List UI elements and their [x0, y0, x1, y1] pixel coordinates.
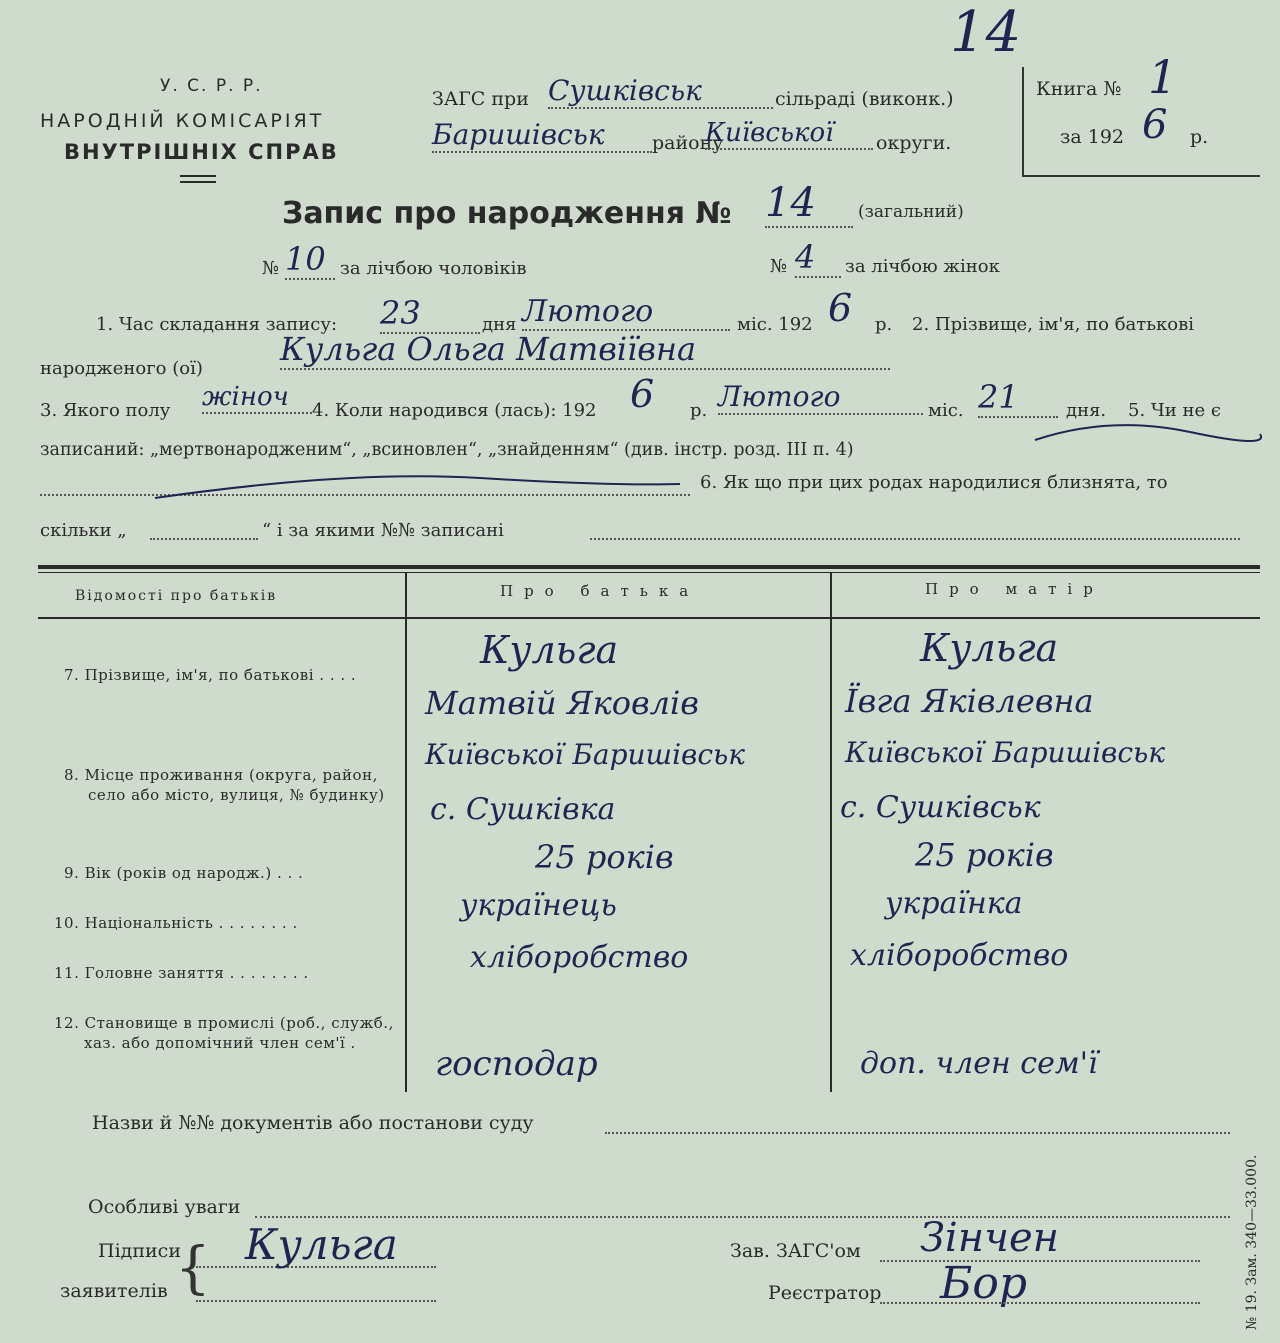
father-residence: Київської Баришівськ — [425, 738, 745, 771]
mother-residence: Київської Баришівськ — [845, 736, 1165, 769]
q2-label: 2. Прізвище, ім'я, по батькові — [912, 314, 1195, 335]
col-header-info: Відомості про батьків — [75, 588, 278, 604]
page-number-handwritten: 14 — [950, 0, 1022, 65]
rayon-value: Баришівськ — [432, 118, 652, 153]
ministry-line-1: НАРОДНІЙ КОМІСАРІЯТ — [40, 110, 325, 132]
q4-month-label: міс. — [928, 400, 964, 421]
dash-stroke — [1030, 410, 1265, 450]
q4-day-label: дня. — [1066, 400, 1107, 421]
record-number: 14 — [765, 180, 853, 228]
q1-year: 6 — [828, 286, 853, 330]
q4-r: р. — [690, 400, 708, 421]
book-number: 1 — [1148, 50, 1178, 104]
q1-day-label: дня — [482, 314, 517, 335]
q1-year-suffix: р. — [875, 314, 893, 335]
zags-label: ЗАГС при — [432, 88, 529, 110]
row-label-residence-2: село або місто, вулиця, № будинку) — [88, 786, 385, 804]
book-year-label: за 192 — [1060, 126, 1124, 148]
father-occupation: хліборобство — [470, 940, 689, 975]
book-year-value: 6 — [1142, 102, 1168, 148]
dash-stroke — [150, 466, 690, 506]
brace-glyph: { — [175, 1236, 211, 1301]
row-label-residence: 8. Місце проживання (округа, район, — [64, 766, 378, 784]
ussr-label: У. С. Р. Р. — [160, 76, 263, 96]
male-count: 10 — [285, 240, 335, 280]
q1-label: 1. Час складання запису: — [96, 314, 338, 335]
q3-label: 3. Якого полу — [40, 400, 171, 421]
registrar-label: Реєстратор — [768, 1282, 882, 1304]
notes-label: Особливі уваги — [88, 1196, 241, 1218]
female-count: 4 — [795, 238, 841, 278]
book-year-suffix: р. — [1190, 126, 1209, 148]
q2-label-cont: народженого (ої) — [40, 358, 203, 379]
q5-label-cont: записаний: „мертвонародженим“, „всиновлен“, „знайденням“ (див. інстр. розд. III п. 4) — [40, 440, 854, 460]
q1-day: 23 — [380, 294, 480, 334]
row-label-status: 12. Становище в промислі (роб., служб., — [54, 1014, 394, 1032]
father-nationality: українець — [460, 888, 617, 923]
registrar-signature: Бор — [940, 1258, 1027, 1309]
row-label-age: 9. Вік (років од народж.) . . . — [64, 864, 304, 882]
mother-nationality: українка — [885, 886, 1023, 921]
row-label-occupation: 11. Головне заняття . . . . . . . . — [54, 964, 309, 982]
row-label-nationality: 10. Національність . . . . . . . . — [54, 914, 298, 932]
q2-value: Кульга Ольга Матвіївна — [280, 330, 890, 370]
table-col-divider — [405, 572, 407, 1092]
father-age: 25 років — [535, 838, 674, 876]
q4-label: 4. Коли народився (лась): 192 — [312, 400, 597, 421]
table-top-rule — [38, 565, 1260, 569]
table-top-rule-thin — [38, 572, 1260, 573]
father-status: господар — [435, 1044, 598, 1084]
q1-month-label: міс. 192 — [737, 314, 813, 335]
q3-value: жіноч — [202, 382, 312, 414]
q4-month: Лютого — [718, 380, 923, 415]
male-label: за лічбою чоловіків — [340, 258, 527, 279]
print-code: № 19. Зам. 340—33.000. — [1244, 1154, 1260, 1330]
book-label: Книга № — [1036, 78, 1122, 100]
q6-count-blank — [150, 538, 258, 540]
mother-surname: Кульга — [920, 626, 1059, 670]
mother-occupation: хліборобство — [850, 938, 1069, 973]
head-label: Зав. ЗАГС'ом — [730, 1240, 861, 1262]
father-name: Матвій Яковлів — [425, 684, 699, 722]
zags-value: Сушківськ — [548, 74, 773, 109]
head-sign-line — [880, 1260, 1200, 1262]
q4-day: 21 — [978, 378, 1058, 418]
male-prefix: № — [262, 258, 280, 279]
applicant-signature: Кульга — [245, 1220, 398, 1269]
q6-count-label: скільки „ — [40, 520, 127, 541]
head-signature: Зінчен — [920, 1215, 1059, 1261]
record-suffix: (загальний) — [858, 202, 964, 222]
mother-age: 25 років — [915, 836, 1054, 874]
okruga-label: округи. — [876, 132, 952, 154]
father-surname: Кульга — [480, 628, 619, 672]
ministry-line-2: ВНУТРІШНІХ СПРАВ — [64, 140, 339, 164]
q1-month: Лютого — [522, 294, 730, 331]
divider — [180, 181, 216, 183]
col-header-father: Про батька — [500, 582, 700, 600]
docs-label: Назви й №№ документів або постанови суду — [92, 1112, 534, 1134]
father-village: с. Сушківка — [430, 792, 616, 827]
female-prefix: № — [770, 256, 788, 277]
registrar-sign-line — [880, 1302, 1200, 1304]
row-label-status-2: хаз. або допомічний член сем'ї . — [84, 1034, 356, 1052]
row-label-name: 7. Прізвище, ім'я, по батькові . . . . — [64, 666, 357, 684]
q4-year: 6 — [630, 372, 655, 416]
table-col-divider — [830, 572, 832, 1092]
silradi-label: сільраді (виконк.) — [775, 88, 954, 110]
rayon-label: району — [652, 132, 724, 154]
record-title: Запис про народження № — [282, 196, 732, 231]
sign-label-2: заявителів — [60, 1280, 168, 1302]
q6-label: 6. Як що при цих родах народилися близнята, то — [700, 472, 1168, 493]
notes-blank — [255, 1216, 1230, 1218]
docs-blank — [605, 1132, 1230, 1134]
col-header-mother: Про матір — [925, 580, 1104, 598]
applicant-sign-line-2 — [196, 1300, 436, 1302]
mother-status: доп. член сем'ї — [860, 1046, 1098, 1081]
table-header-rule — [38, 617, 1260, 619]
mother-village: с. Сушківськ — [840, 790, 1041, 825]
mother-name: Ївга Яківлевна — [845, 682, 1094, 720]
divider — [180, 175, 216, 177]
q6-numbers-label: “ і за якими №№ записані — [262, 520, 504, 541]
q5-label: 5. Чи не є — [1128, 400, 1221, 421]
okruga-value: Київської — [705, 118, 873, 150]
female-label: за лічбою жінок — [845, 256, 1000, 277]
q6-numbers-blank — [590, 538, 1240, 540]
sign-label-1: Підписи — [98, 1240, 181, 1262]
